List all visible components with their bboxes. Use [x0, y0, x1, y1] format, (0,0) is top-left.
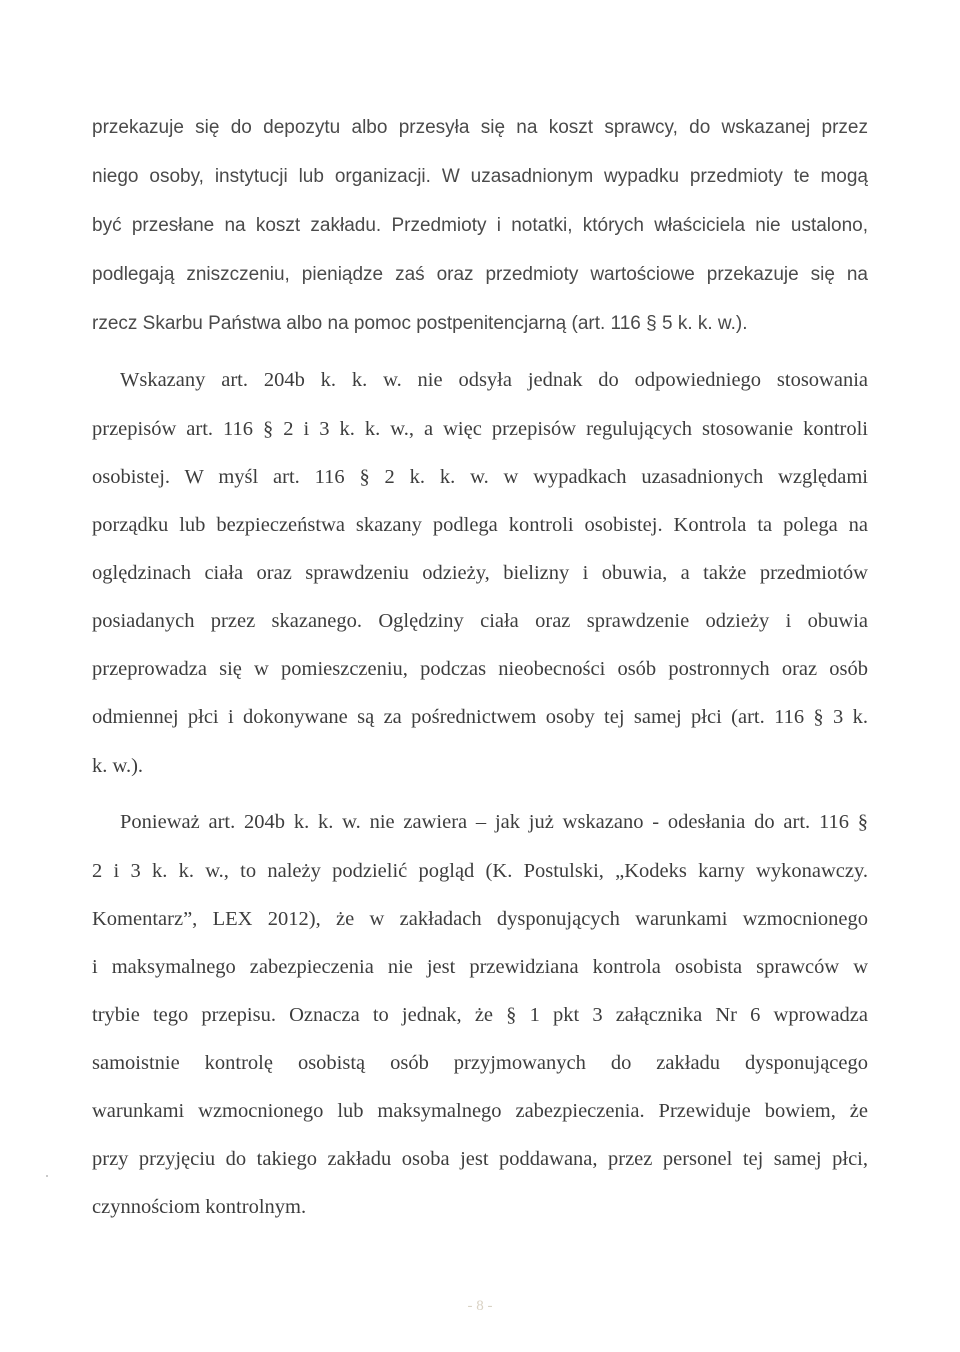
text-line: posiadanych przez skazanego. Oględziny ciała oraz sprawdzenie odzieży i obuwia — [92, 610, 868, 632]
text-line: samoistnie kontrolę osobistą osób przyjmowanych do zakładu dysponującego — [92, 1052, 868, 1074]
text-line: przy przyjęciu do takiego zakładu osoba jest poddawana, przez personel tej samej płci, — [92, 1148, 868, 1170]
text-line: osobistej. W myśl art. 116 § 2 k. k. w. w wypadkach uzasadnionych względami — [92, 466, 868, 488]
text-line: niego osoby, instytucji lub organizacji. W uzasadnionym wypadku przedmioty te mogą — [92, 166, 868, 187]
text-line: Ponieważ art. 204b k. k. w. nie zawiera – jak już wskazano - odesłania do art. 116 § — [120, 811, 868, 833]
text-line: k. w.). — [92, 755, 144, 777]
text-line: 2 i 3 k. k. w., to należy podzielić pogląd (K. Postulski, „Kodeks karny wykonawczy. — [92, 860, 868, 882]
text-line: i maksymalnego zabezpieczenia nie jest przewidziana kontrola osobista sprawców w — [92, 956, 868, 978]
text-line: warunkami wzmocnionego lub maksymalnego zabezpieczenia. Przewiduje bowiem, że — [92, 1100, 868, 1122]
text-line: Wskazany art. 204b k. k. w. nie odsyła jednak do odpowiedniego stosowania — [120, 369, 868, 391]
text-line: oględzinach ciała oraz sprawdzeniu odzieży, bielizny i obuwia, a także przedmiotów — [92, 562, 868, 584]
text-line: porządku lub bezpieczeństwa skazany podlega kontroli osobistej. Kontrola ta polega na — [92, 514, 868, 536]
text-line: Komentarz”, LEX 2012), że w zakładach dysponujących warunkami wzmocnionego — [92, 908, 868, 930]
text-line: podlegają zniszczeniu, pieniądze zaś oraz przedmioty wartościowe przekazuje się na — [92, 264, 868, 285]
text-line: rzecz Skarbu Państwa albo na pomoc postpenitencjarną (art. 116 § 5 k. k. w.). — [92, 313, 748, 334]
text-line: być przesłane na koszt zakładu. Przedmioty i notatki, których właściciela nie ustalono, — [92, 215, 868, 236]
text-line: przepisów art. 116 § 2 i 3 k. k. w., a więc przepisów regulujących stosowanie kontroli — [92, 418, 868, 440]
page-number: - 8 - — [467, 1298, 493, 1314]
text-line: odmiennej płci i dokonywane są za pośrednictwem osoby tej samej płci (art. 116 § 3 k. — [92, 706, 868, 728]
text-line: trybie tego przepisu. Oznacza to jednak, że § 1 pkt 3 załącznika Nr 6 wprowadza — [92, 1004, 868, 1026]
margin-speck — [46, 1175, 48, 1177]
text-line: przekazuje się do depozytu albo przesyła się na koszt sprawcy, do wskazanej przez — [92, 117, 868, 138]
text-line: przeprowadza się w pomieszczeniu, podczas nieobecności osób postronnych oraz osób — [92, 658, 868, 680]
text-line: czynnościom kontrolnym. — [92, 1196, 307, 1218]
